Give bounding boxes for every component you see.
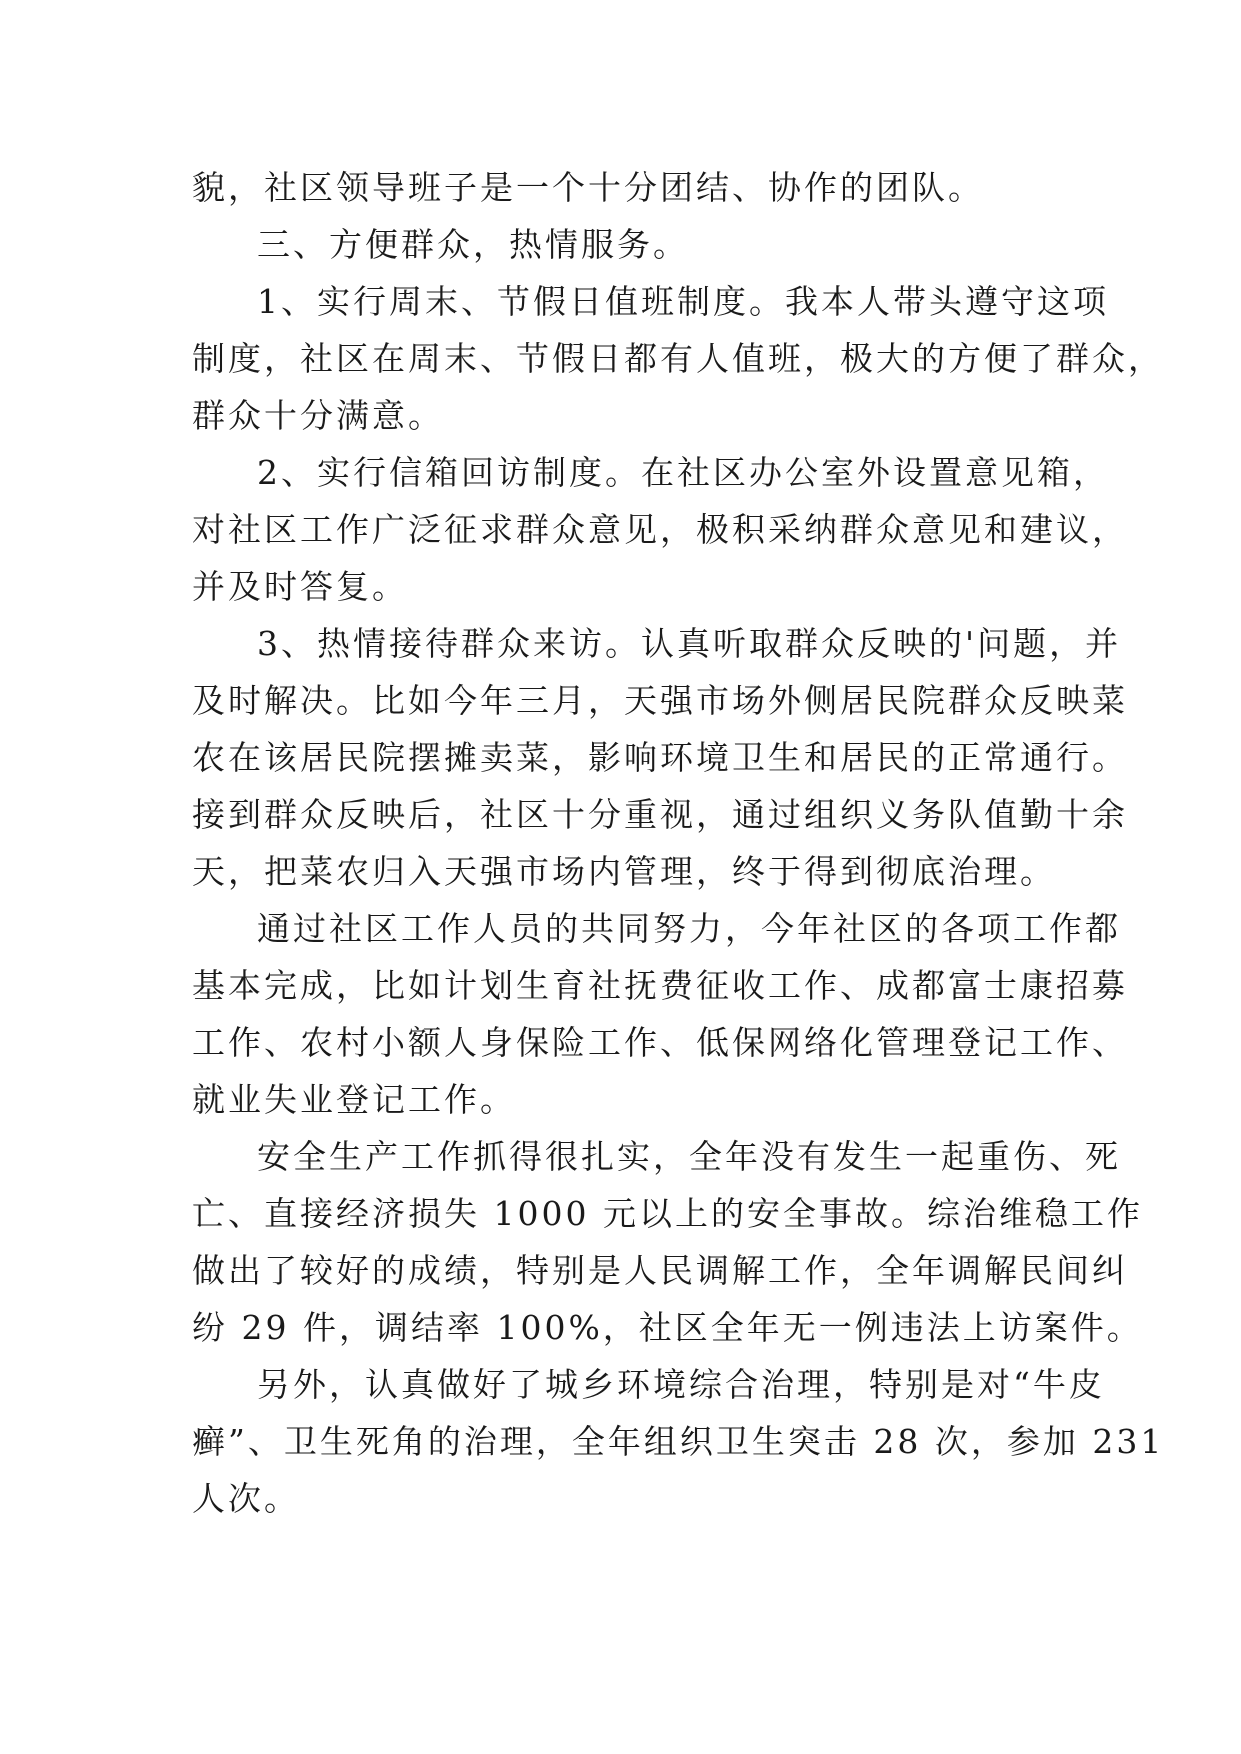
paragraph-line: 对社区工作广泛征求群众意见，极积采纳群众意见和建议， [192,510,1128,549]
paragraph-line: 安全生产工作抓得很扎实，全年没有发生一起重伤、死 [257,1137,1121,1176]
paragraph-line: 就业失业登记工作。 [192,1080,516,1119]
paragraph-line: 人次。 [192,1479,300,1518]
paragraph-line: 2、实行信箱回访制度。在社区办公室外设置意见箱， [257,453,1109,492]
paragraph-line: 天，把菜农归入天强市场内管理，终于得到彻底治理。 [192,852,1056,891]
paragraph-line: 工作、农村小额人身保险工作、低保网络化管理登记工作、 [192,1023,1128,1062]
paragraph-line: 另外，认真做好了城乡环境综合治理，特别是对“牛皮 [257,1365,1105,1404]
paragraph-line: 群众十分满意。 [192,396,444,435]
paragraph-line: 做出了较好的成绩，特别是人民调解工作，全年调解民间纠 [192,1251,1128,1290]
paragraph-line: 通过社区工作人员的共同努力，今年社区的各项工作都 [257,909,1121,948]
paragraph-line: 1、实行周末、节假日值班制度。我本人带头遵守这项 [257,282,1109,321]
paragraph-line: 及时解决。比如今年三月，天强市场外侧居民院群众反映菜 [192,681,1128,720]
paragraph-line: 貌，社区领导班子是一个十分团结、协作的团队。 [192,168,984,207]
paragraph-line: 3、热情接待群众来访。认真听取群众反映的'问题，并 [257,624,1122,663]
paragraph-line: 纷 29 件，调结率 100%，社区全年无一例违法上访案件。 [192,1308,1143,1347]
paragraph-line: 并及时答复。 [192,567,408,606]
paragraph-line: 癣”、卫生死角的治理，全年组织卫生突击 28 次，参加 231 [192,1422,1165,1461]
paragraph-line: 接到群众反映后，社区十分重视，通过组织义务队值勤十余 [192,795,1128,834]
paragraph-line: 亡、直接经济损失 1000 元以上的安全事故。综治维稳工作 [192,1194,1143,1233]
paragraph-line: 农在该居民院摆摊卖菜，影响环境卫生和居民的正常通行。 [192,738,1128,777]
paragraph-line: 制度，社区在周末、节假日都有人值班，极大的方便了群众， [192,339,1164,378]
section-heading: 三、方便群众，热情服务。 [257,225,689,264]
paragraph-line: 基本完成，比如计划生育社抚费征收工作、成都富士康招募 [192,966,1128,1005]
